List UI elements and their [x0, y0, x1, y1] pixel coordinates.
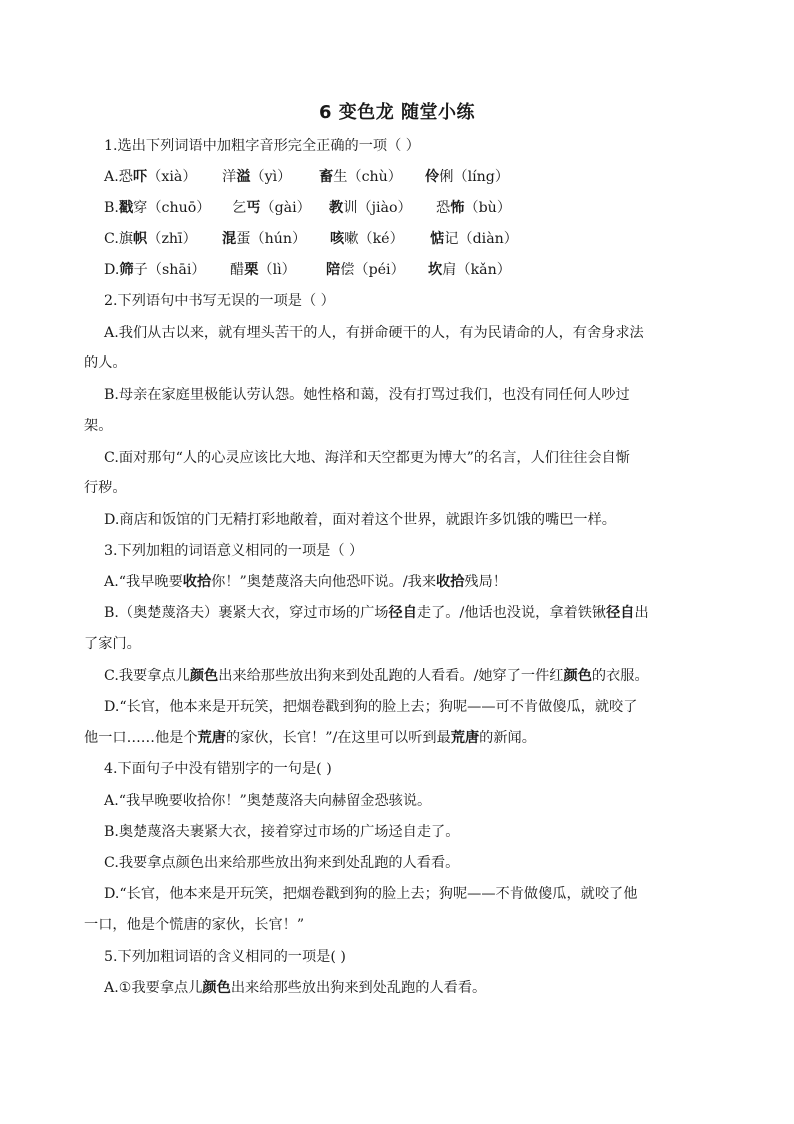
q3-option-d-cont: 他一口……他是个荒唐的家伙，长官！”/在这里可以听到最荒唐的新闻。	[84, 730, 536, 746]
q1-a-item-1: A.恐吓（xià）	[104, 169, 197, 185]
q1-c-item-1: C.旗帜（zhī）	[104, 231, 197, 247]
q1-d-item-1: D.筛子（shāi）	[104, 262, 206, 278]
q1-d-item-4: 坎肩（kǎn）	[428, 262, 511, 278]
q1-b-item-2: 乞丐（gài）	[232, 200, 311, 216]
q1-a-item-2: 洋溢（yì）	[222, 169, 292, 185]
q4-stem: 4.下面句子中没有错别字的一句是( )	[104, 761, 332, 777]
q3-option-c: C.我要拿点儿颜色出来给那些放出狗来到处乱跑的人看看。/她穿了一件红颜色的衣服。	[104, 668, 649, 684]
q2-option-a: A.我们从古以来，就有埋头苦干的人，有拼命硬干的人，有为民请命的人，有舍身求法	[104, 325, 644, 341]
q1-option-a	[104, 167, 509, 187]
q1-b-item-3: 教训（jiào）	[329, 200, 412, 216]
q2-option-b-cont: 架。	[84, 418, 113, 434]
q5-stem: 5.下列加粗词语的含义相同的一项是( )	[104, 949, 346, 965]
q3-stem: 3.下列加粗的词语意义相同的一项是（ ）	[104, 543, 364, 559]
q1-option-c	[104, 229, 518, 249]
q1-d-item-2: 醋栗（lì）	[230, 262, 296, 278]
q3-option-a: A.“我早晚要收拾你！”奥楚蔑洛夫向他恐吓说。/我来收拾残局！	[104, 574, 507, 590]
q1-c-item-4: 惦记（diàn）	[430, 231, 518, 247]
q1-stem: 1.选出下列词语中加粗字音形完全正确的一项（ ）	[104, 138, 420, 154]
q3-option-b: B.（奥楚蔑洛夫）裹紧大衣，穿过市场的广场径自走了。/他话也没说，拿着铁锹径自出	[104, 605, 649, 621]
q2-option-d: D.商店和饭馆的门无精打彩地敞着，面对着这个世界，就跟许多饥饿的嘴巴一样。	[104, 512, 616, 528]
q1-option-d	[104, 260, 511, 280]
q2-option-b: B.母亲在家庭里极能认劳认怨。她性格和蔼，没有打骂过我们，也没有同任何人吵过	[104, 387, 630, 403]
q2-option-c: C.面对那句“人的心灵应该比大地、海洋和天空都更为博大”的名言，人们往往会自惭	[104, 450, 630, 466]
q1-option-b	[104, 198, 511, 218]
q2-stem: 2.下列语句中书写无误的一项是（ ）	[104, 293, 335, 309]
q1-b-item-1: B.戳穿（chuō）	[104, 200, 211, 216]
q3-option-d: D.“长官，他本来是开玩笑，把烟卷戳到狗的脸上去；狗呢——可不肯做傻瓜，就咬了	[104, 699, 638, 715]
q4-option-c: C.我要拿点颜色出来给那些放出狗来到处乱跑的人看看。	[104, 855, 460, 871]
q2-option-a-cont: 的人。	[84, 355, 127, 371]
q1-b-item-4: 恐怖（bù）	[436, 200, 512, 216]
q1-a-item-4: 伶俐（líng）	[425, 169, 510, 185]
q4-option-d: D.“长官，他本来是开玩笑，把烟卷戳到狗的脸上去；狗呢——不肯做傻瓜，就咬了他	[104, 886, 638, 902]
q4-option-d-cont: 一口，他是个慌唐的家伙，长官！”	[84, 917, 305, 933]
page-title: 6 变色龙 随堂小练	[318, 102, 476, 123]
q4-option-a: A.“我早晚要收拾你！”奥楚蔑洛夫向赫留金恐骇说。	[104, 793, 432, 809]
q1-a-item-3: 畜生（chù）	[319, 169, 402, 185]
q3-option-b-cont: 了家门。	[84, 636, 141, 652]
q5-option-a: A.①我要拿点儿颜色出来给那些放出狗来到处乱跑的人看看。	[104, 980, 487, 996]
q1-c-item-3: 咳嗽（ké）	[330, 231, 404, 247]
q1-c-item-2: 混蛋（hún）	[222, 231, 307, 247]
q1-d-item-3: 陪偿（péi）	[326, 262, 405, 278]
q2-option-c-cont: 行秽。	[84, 480, 127, 496]
q4-option-b: B.奥楚蔑洛夫裹紧大衣，接着穿过市场的广场迳自走了。	[104, 824, 460, 840]
